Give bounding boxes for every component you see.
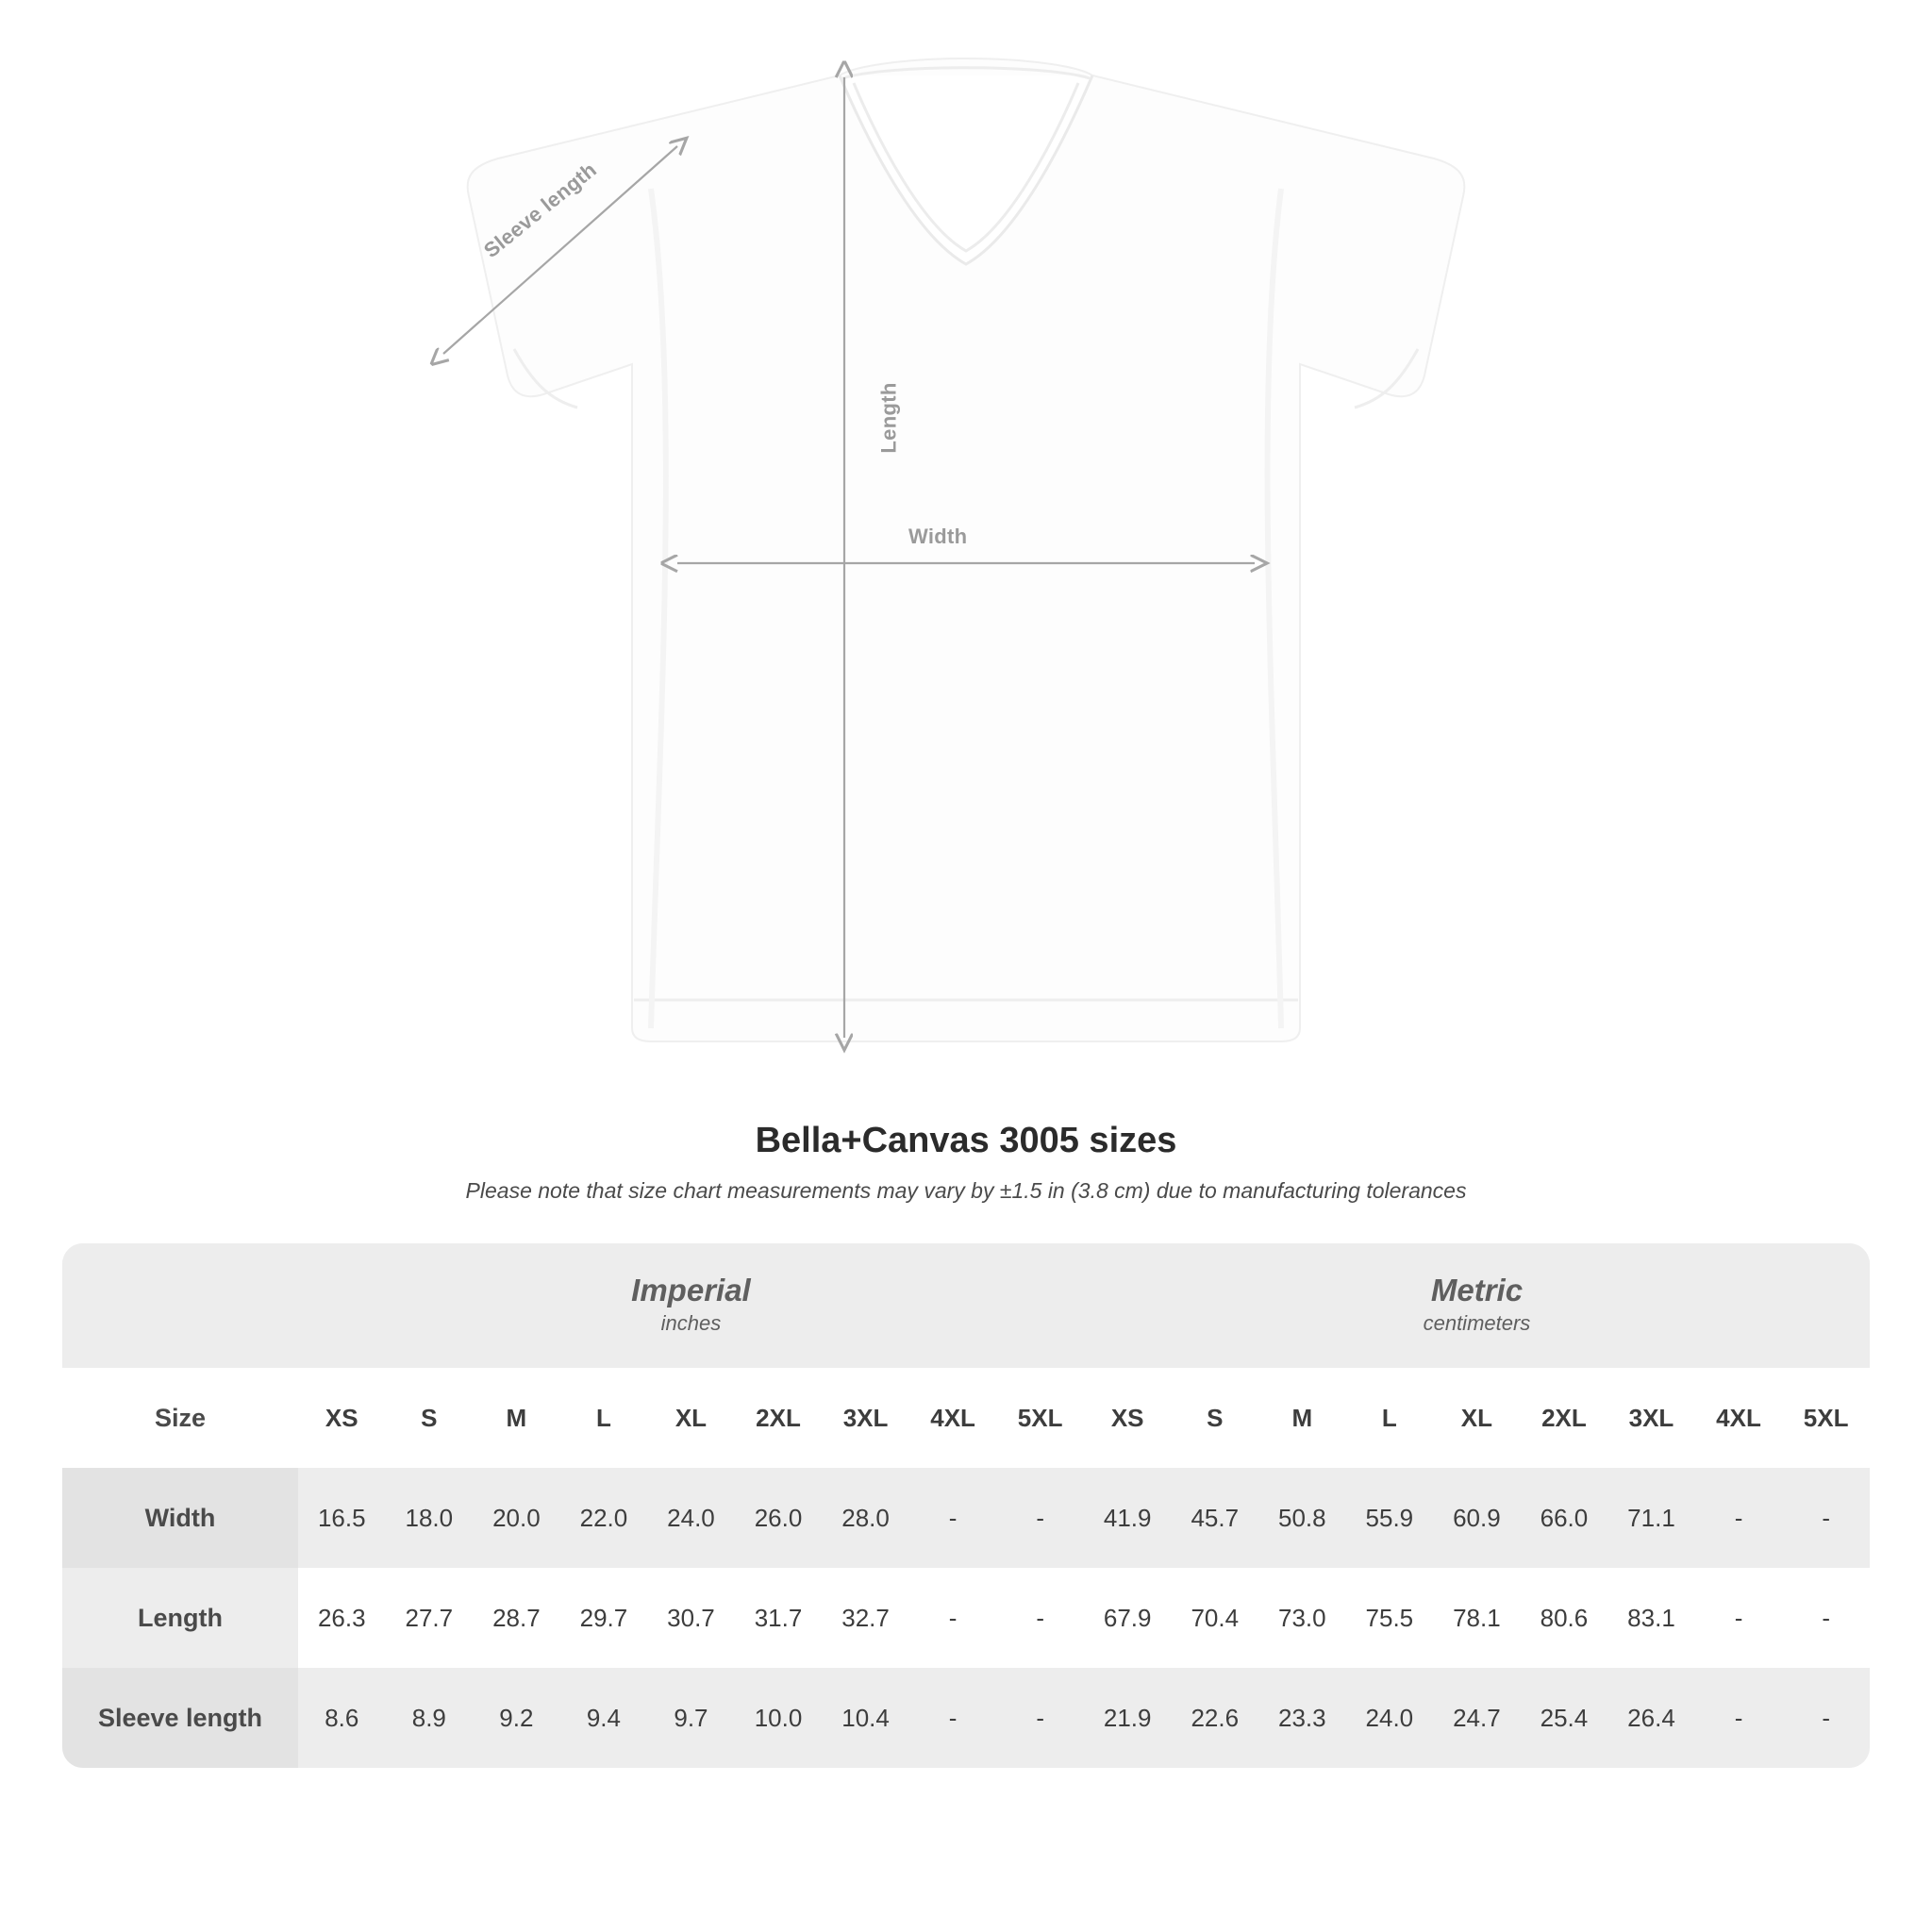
unit-metric (1084, 1243, 1870, 1368)
cell-sleeve-7: - (909, 1668, 997, 1768)
cell-width-11: 50.8 (1258, 1468, 1346, 1568)
unit-header-row (62, 1243, 1870, 1368)
unit-imperial (298, 1243, 1084, 1368)
length-label: Length (876, 382, 901, 454)
cell-width-15: 71.1 (1607, 1468, 1695, 1568)
unit-imperial-sub: inches (660, 1311, 722, 1336)
header-col-1: S (386, 1368, 474, 1468)
cell-width-2: 20.0 (473, 1468, 560, 1568)
cell-length-11: 73.0 (1258, 1568, 1346, 1668)
cell-width-17: - (1782, 1468, 1870, 1568)
cell-sleeve-3: 9.4 (560, 1668, 648, 1768)
header-col-9: XS (1084, 1368, 1172, 1468)
cell-width-13: 60.9 (1433, 1468, 1521, 1568)
header-col-12: L (1346, 1368, 1434, 1468)
row-label-width: Width (62, 1468, 298, 1568)
cell-sleeve-17: - (1782, 1668, 1870, 1768)
cell-length-1: 27.7 (386, 1568, 474, 1668)
cell-sleeve-5: 10.0 (735, 1668, 823, 1768)
unit-header-spacer (62, 1243, 298, 1368)
cell-width-0: 16.5 (298, 1468, 386, 1568)
header-col-10: S (1171, 1368, 1258, 1468)
cell-sleeve-10: 22.6 (1171, 1668, 1258, 1768)
cell-length-14: 80.6 (1521, 1568, 1608, 1668)
cell-length-15: 83.1 (1607, 1568, 1695, 1668)
unit-imperial-name: Imperial (631, 1272, 751, 1307)
cell-length-13: 78.1 (1433, 1568, 1521, 1668)
row-label-sleeve-length: Sleeve length (62, 1668, 298, 1768)
cell-sleeve-8: - (996, 1668, 1084, 1768)
cell-width-4: 24.0 (647, 1468, 735, 1568)
cell-sleeve-13: 24.7 (1433, 1668, 1521, 1768)
cell-length-2: 28.7 (473, 1568, 560, 1668)
cell-length-5: 31.7 (735, 1568, 823, 1668)
cell-length-17: - (1782, 1568, 1870, 1668)
cell-length-9: 67.9 (1084, 1568, 1172, 1668)
cell-sleeve-14: 25.4 (1521, 1668, 1608, 1768)
row-label-length: Length (62, 1568, 298, 1668)
table-row (62, 1668, 1870, 1768)
cell-sleeve-9: 21.9 (1084, 1668, 1172, 1768)
header-col-5: 2XL (735, 1368, 823, 1468)
cell-width-9: 41.9 (1084, 1468, 1172, 1568)
header-col-13: XL (1433, 1368, 1521, 1468)
cell-length-16: - (1695, 1568, 1783, 1668)
header-col-6: 3XL (822, 1368, 909, 1468)
header-size: Size (62, 1368, 298, 1468)
cell-sleeve-12: 24.0 (1346, 1668, 1434, 1768)
header-col-15: 3XL (1607, 1368, 1695, 1468)
cell-width-6: 28.0 (822, 1468, 909, 1568)
cell-length-10: 70.4 (1171, 1568, 1258, 1668)
sleeve-length-label: Sleeve length (479, 158, 602, 263)
size-table (62, 1243, 1870, 1768)
header-col-2: M (473, 1368, 560, 1468)
cell-width-10: 45.7 (1171, 1468, 1258, 1568)
tshirt-shape (468, 58, 1465, 1041)
table-row (62, 1568, 1870, 1668)
header-col-17: 5XL (1782, 1368, 1870, 1468)
cell-length-0: 26.3 (298, 1568, 386, 1668)
cell-sleeve-0: 8.6 (298, 1668, 386, 1768)
cell-width-16: - (1695, 1468, 1783, 1568)
header-col-0: XS (298, 1368, 386, 1468)
cell-sleeve-11: 23.3 (1258, 1668, 1346, 1768)
header-col-16: 4XL (1695, 1368, 1783, 1468)
table-row (62, 1468, 1870, 1568)
cell-sleeve-16: - (1695, 1668, 1783, 1768)
cell-width-5: 26.0 (735, 1468, 823, 1568)
cell-sleeve-1: 8.9 (386, 1668, 474, 1768)
cell-sleeve-2: 9.2 (473, 1668, 560, 1768)
unit-metric-name: Metric (1430, 1272, 1524, 1307)
unit-metric-sub: centimeters (1423, 1311, 1531, 1336)
cell-width-7: - (909, 1468, 997, 1568)
cell-width-8: - (996, 1468, 1084, 1568)
header-col-7: 4XL (909, 1368, 997, 1468)
cell-width-14: 66.0 (1521, 1468, 1608, 1568)
cell-length-12: 75.5 (1346, 1568, 1434, 1668)
cell-length-6: 32.7 (822, 1568, 909, 1668)
cell-sleeve-6: 10.4 (822, 1668, 909, 1768)
cell-length-7: - (909, 1568, 997, 1668)
header-col-11: M (1258, 1368, 1346, 1468)
cell-sleeve-4: 9.7 (647, 1668, 735, 1768)
width-label: Width (908, 525, 968, 548)
size-table-container (62, 1243, 1870, 1768)
header-col-4: XL (647, 1368, 735, 1468)
cell-sleeve-15: 26.4 (1607, 1668, 1695, 1768)
tolerance-note: Please note that size chart measurements may vary by ±1.5 in (3.8 cm) due to manufacturing tolerances (465, 1178, 1467, 1203)
cell-length-8: - (996, 1568, 1084, 1668)
cell-width-3: 22.0 (560, 1468, 648, 1568)
title-block (0, 1121, 1932, 1204)
header-col-8: 5XL (996, 1368, 1084, 1468)
header-col-3: L (560, 1368, 648, 1468)
header-col-14: 2XL (1521, 1368, 1608, 1468)
cell-length-3: 29.7 (560, 1568, 648, 1668)
cell-width-1: 18.0 (386, 1468, 474, 1568)
cell-width-12: 55.9 (1346, 1468, 1434, 1568)
cell-length-4: 30.7 (647, 1568, 735, 1668)
column-header-row (62, 1368, 1870, 1468)
page-title: Bella+Canvas 3005 sizes (755, 1121, 1177, 1160)
